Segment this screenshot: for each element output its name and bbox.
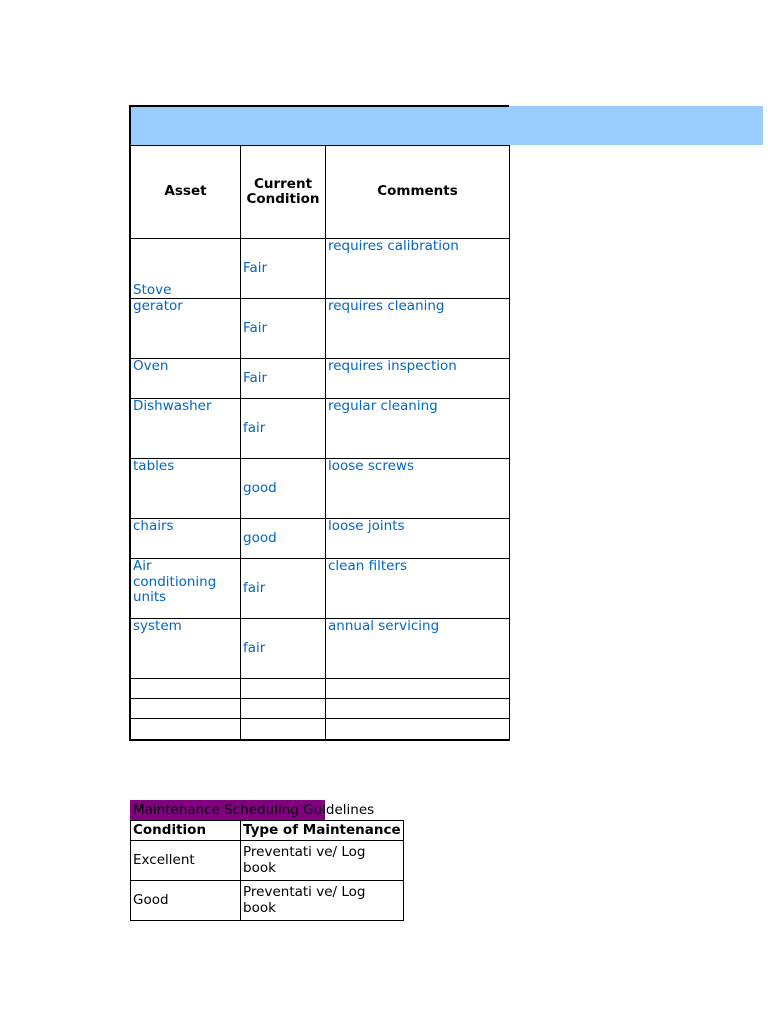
- maintenance-type-header[interactable]: Type of Maintenance: [241, 821, 404, 841]
- condition-cell[interactable]: Fair: [241, 359, 326, 399]
- header-row: [131, 146, 510, 239]
- comments-header[interactable]: Comments: [326, 146, 510, 239]
- condition-cell[interactable]: Fair: [241, 239, 326, 299]
- condition-cell[interactable]: good: [241, 519, 326, 559]
- current-condition-header[interactable]: [241, 146, 326, 239]
- condition-cell[interactable]: fair: [241, 619, 326, 679]
- asset-cell[interactable]: system: [131, 619, 241, 679]
- asset-cell[interactable]: chairs: [131, 519, 241, 559]
- guidelines-row: [131, 841, 404, 881]
- empty-cell[interactable]: [326, 719, 510, 740]
- asset-cell[interactable]: tables: [131, 459, 241, 519]
- condition-cell[interactable]: good: [241, 459, 326, 519]
- condition-cell[interactable]: fair: [241, 399, 326, 459]
- maintenance-type-cell[interactable]: Preventati ve/ Log book: [241, 881, 404, 921]
- comments-cell[interactable]: requires inspection: [326, 359, 510, 399]
- empty-cell[interactable]: [326, 699, 510, 719]
- asset-header[interactable]: Asset: [131, 146, 241, 239]
- empty-row: [131, 699, 510, 719]
- empty-cell[interactable]: [131, 679, 241, 699]
- comments-cell[interactable]: loose joints: [326, 519, 510, 559]
- table-row: [131, 239, 510, 299]
- asset-cell[interactable]: Oven: [131, 359, 241, 399]
- table-row: [131, 399, 510, 459]
- comments-cell[interactable]: requires calibration: [326, 239, 510, 299]
- condition-cell[interactable]: fair: [241, 559, 326, 619]
- asset-cell[interactable]: Stove: [131, 239, 241, 299]
- guidelines-header-row: [131, 821, 404, 841]
- table-row: [131, 519, 510, 559]
- condition-cell[interactable]: Excellent: [131, 841, 241, 881]
- condition-cell[interactable]: Fair: [241, 299, 326, 359]
- comments-cell[interactable]: clean filters: [326, 559, 510, 619]
- asset-cell[interactable]: Air conditioning units: [131, 559, 241, 619]
- asset-cell[interactable]: gerator: [131, 299, 241, 359]
- maintenance-type-cell[interactable]: Preventati ve/ Log book: [241, 841, 404, 881]
- header-band: [130, 106, 763, 145]
- asset-condition-table: [130, 145, 510, 740]
- comments-cell[interactable]: regular cleaning: [326, 399, 510, 459]
- empty-cell[interactable]: [131, 699, 241, 719]
- comments-cell[interactable]: loose screws: [326, 459, 510, 519]
- comments-cell[interactable]: requires cleaning: [326, 299, 510, 359]
- empty-cell[interactable]: [326, 679, 510, 699]
- table-bottom-border: [129, 739, 510, 741]
- empty-row: [131, 719, 510, 740]
- current-condition-header-line1: Current: [253, 175, 313, 192]
- header-band-border: [130, 105, 509, 107]
- empty-cell[interactable]: [241, 699, 326, 719]
- condition-header[interactable]: Condition: [131, 821, 241, 841]
- table-row: [131, 299, 510, 359]
- empty-cell[interactable]: [131, 719, 241, 740]
- table-row: [131, 359, 510, 399]
- empty-cell[interactable]: [241, 719, 326, 740]
- guidelines-title[interactable]: Maintenance Scheduling Guidelines: [133, 802, 375, 818]
- condition-cell[interactable]: Good: [131, 881, 241, 921]
- table-row: [131, 459, 510, 519]
- guidelines-table: [130, 820, 404, 921]
- empty-cell[interactable]: [241, 679, 326, 699]
- asset-cell[interactable]: Dishwasher: [131, 399, 241, 459]
- table-left-border: [129, 105, 131, 741]
- current-condition-header-line2: Condition: [246, 191, 320, 207]
- guidelines-row: [131, 881, 404, 921]
- table-row: [131, 619, 510, 679]
- comments-cell[interactable]: annual servicing: [326, 619, 510, 679]
- empty-row: [131, 679, 510, 699]
- table-row: [131, 559, 510, 619]
